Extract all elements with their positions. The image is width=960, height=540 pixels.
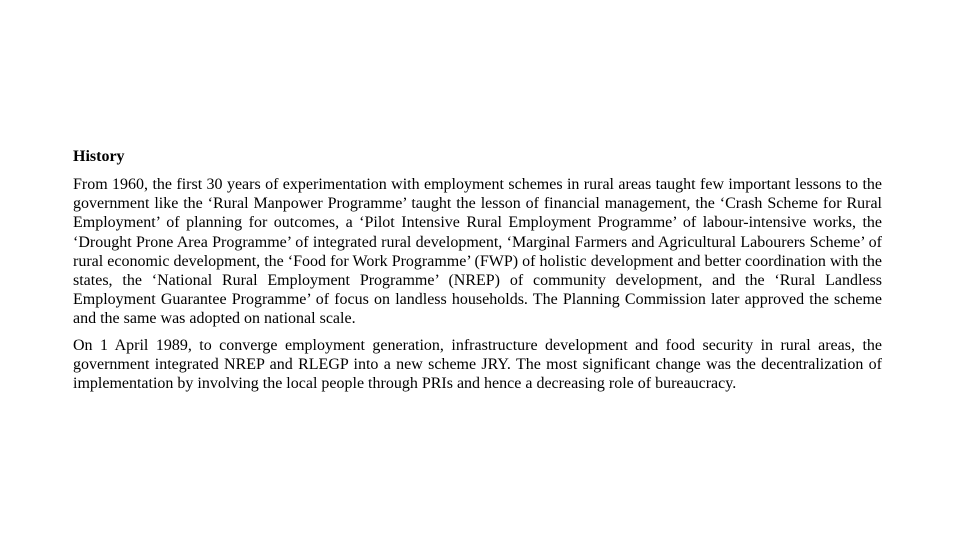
- paragraph-jry-integration: On 1 April 1989, to converge employment generation, infrastructure development and food security in rural areas, the government integrated NREP and RLEGP into a new scheme JRY. The most significant change was the decentralization of implementation by involving the local people through PRIs and hence a decreasing role of bureaucracy.: [73, 336, 882, 393]
- paragraph-history-overview: From 1960, the first 30 years of experimentation with employment schemes in rural areas taught few important lessons to the government like the ‘Rural Manpower Programme’ taught the lesson of financial management, the ‘Crash Scheme for Rural Employment’ of planning for outcomes, a ‘Pilot Intensive Rural Employment Programme’ of labour-intensive works, the ‘Drought Prone Area Programme’ of integrated rural development, ‘Marginal Farmers and Agricultural Labourers Scheme’ of rural economic development, the ‘Food for Work Programme’ (FWP) of holistic development and better coordination with the states, the ‘National Rural Employment Programme’ (NREP) of community development, and the ‘Rural Landless Employment Guarantee Programme’ of focus on landless households. The Planning Commission later approved the scheme and the same was adopted on national scale.: [73, 176, 882, 328]
- section-heading: History: [73, 148, 125, 165]
- text-body: [73, 147, 882, 400]
